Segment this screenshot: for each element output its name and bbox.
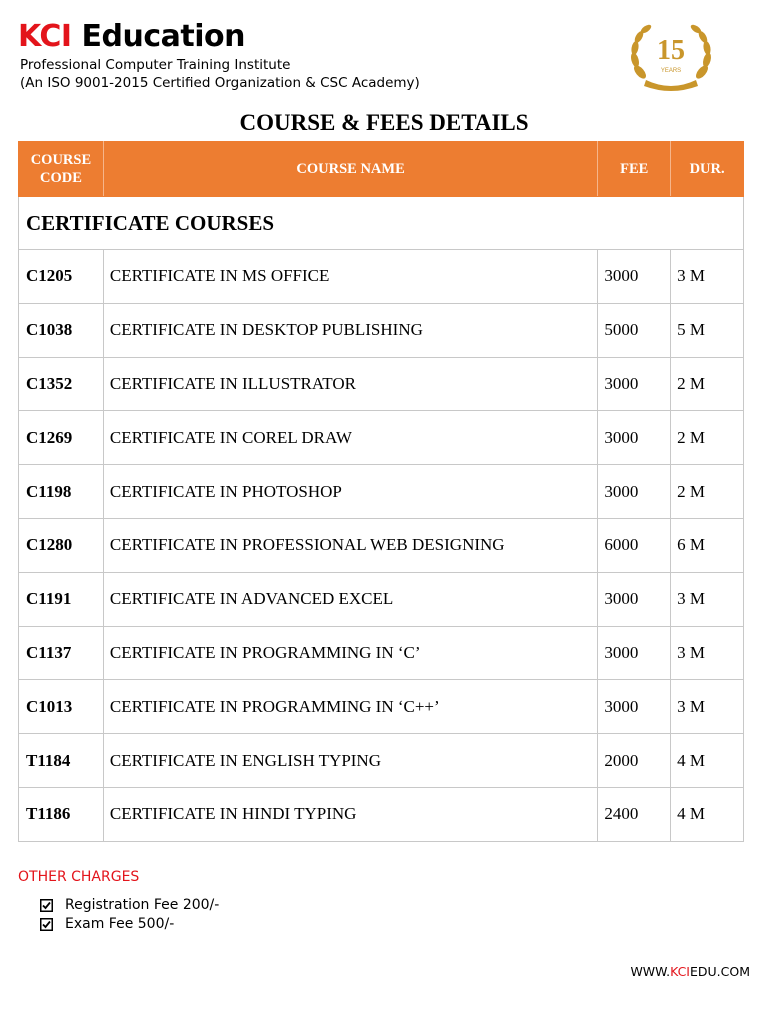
header-code-line-1: COURSE [30, 152, 92, 168]
duration-cell: 6 M [671, 518, 744, 572]
other-charges-title: OTHER CHARGES [18, 869, 140, 885]
charge-item [40, 915, 219, 934]
fee-cell: 6000 [598, 518, 671, 572]
checkbox-checked-icon [40, 899, 53, 912]
fee-cell: 3000 [598, 626, 671, 680]
section-title: CERTIFICATE COURSES [19, 197, 744, 250]
course-code-cell: C1269 [19, 411, 104, 465]
course-name-cell: CERTIFICATE IN DESKTOP PUBLISHING [103, 303, 597, 357]
fee-cell: 2000 [598, 734, 671, 788]
course-name-cell: CERTIFICATE IN PROGRAMMING IN ‘C’ [103, 626, 597, 680]
fee-cell: 3000 [598, 357, 671, 411]
course-name-cell: CERTIFICATE IN ILLUSTRATOR [103, 357, 597, 411]
badge-number: 15 [657, 35, 685, 66]
badge-text: YEARS [660, 68, 682, 74]
duration-cell: 4 M [671, 787, 744, 841]
table-row [19, 518, 744, 572]
section-row [19, 197, 744, 250]
fees-table [18, 141, 744, 842]
course-code-cell: C1038 [19, 303, 104, 357]
table-row [19, 303, 744, 357]
header-fee: FEE [598, 142, 671, 197]
course-name-cell: CERTIFICATE IN PROFESSIONAL WEB DESIGNING [103, 518, 597, 572]
duration-cell: 5 M [671, 303, 744, 357]
course-name-cell: CERTIFICATE IN PHOTOSHOP [103, 465, 597, 519]
charge-item-label: Registration Fee 200/- [65, 897, 220, 913]
course-code-cell: C1205 [19, 250, 104, 304]
duration-cell: 2 M [671, 411, 744, 465]
table-row [19, 357, 744, 411]
table-row [19, 680, 744, 734]
course-code-cell: C1191 [19, 572, 104, 626]
fee-cell: 3000 [598, 465, 671, 519]
course-name-cell: CERTIFICATE IN ENGLISH TYPING [103, 734, 597, 788]
duration-cell: 2 M [671, 357, 744, 411]
duration-cell: 3 M [671, 572, 744, 626]
fee-cell: 5000 [598, 303, 671, 357]
table-row [19, 411, 744, 465]
table-row [19, 787, 744, 841]
table-header-row [19, 142, 744, 197]
course-code-cell: T1184 [19, 734, 104, 788]
page-title: COURSE & FEES DETAILS [239, 110, 529, 135]
table-row [19, 626, 744, 680]
course-name-cell: CERTIFICATE IN PROGRAMMING IN ‘C++’ [103, 680, 597, 734]
fee-cell: 3000 [598, 680, 671, 734]
brand-kci: KCI [18, 19, 72, 54]
checkbox-checked-icon [40, 918, 53, 931]
header-course-code [19, 142, 104, 197]
table-row [19, 572, 744, 626]
website-kci: KCI [670, 964, 690, 979]
charge-item-label: Exam Fee 500/- [65, 916, 175, 932]
table-row [19, 465, 744, 519]
table-row [19, 250, 744, 304]
tagline-line-2: (An ISO 9001-2015 Certified Organization & CSC Academy) [20, 75, 420, 91]
course-code-cell: C1137 [19, 626, 104, 680]
fee-cell: 3000 [598, 411, 671, 465]
course-name-cell: CERTIFICATE IN HINDI TYPING [103, 787, 597, 841]
course-name-cell: CERTIFICATE IN ADVANCED EXCEL [103, 572, 597, 626]
course-code-cell: C1198 [19, 465, 104, 519]
header-duration: DUR. [671, 142, 744, 197]
tagline-line-1: Professional Computer Training Institute [20, 57, 291, 73]
charge-item [40, 896, 219, 915]
brand-education: Education [81, 19, 245, 54]
website-suffix: EDU.COM [690, 964, 750, 979]
duration-cell: 3 M [671, 250, 744, 304]
course-code-cell: C1352 [19, 357, 104, 411]
fee-cell: 3000 [598, 572, 671, 626]
duration-cell: 2 M [671, 465, 744, 519]
header-course-name: COURSE NAME [103, 142, 597, 197]
course-name-cell: CERTIFICATE IN MS OFFICE [103, 250, 597, 304]
other-charges-list [40, 896, 219, 934]
anniversary-badge-icon [626, 22, 716, 92]
duration-cell: 3 M [671, 680, 744, 734]
course-code-cell: C1013 [19, 680, 104, 734]
course-code-cell: C1280 [19, 518, 104, 572]
brand-logo [18, 18, 245, 56]
tagline [20, 56, 420, 92]
website-url [630, 964, 750, 980]
header-code-line-2: CODE [39, 170, 82, 186]
website-prefix: WWW. [630, 964, 671, 979]
duration-cell: 4 M [671, 734, 744, 788]
course-code-cell: T1186 [19, 787, 104, 841]
course-name-cell: CERTIFICATE IN COREL DRAW [103, 411, 597, 465]
duration-cell: 3 M [671, 626, 744, 680]
fee-cell: 3000 [598, 250, 671, 304]
table-row [19, 734, 744, 788]
fee-cell: 2400 [598, 787, 671, 841]
